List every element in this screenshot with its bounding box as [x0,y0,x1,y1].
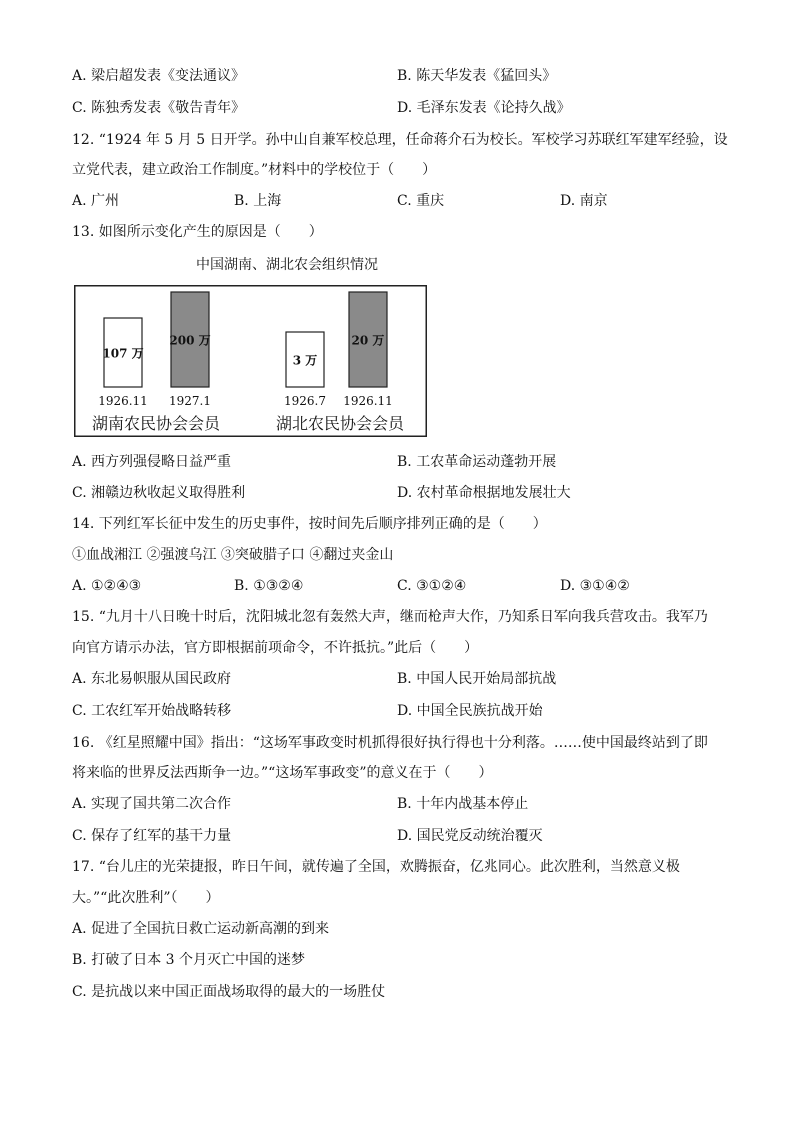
q14-option-a: A. ①②④③ [72,578,142,594]
q13-option-d: D. 农村革命根据地发展壮大 [397,485,571,501]
q16-option-b: B. 十年内战基本停止 [397,796,529,812]
q11-option-a: A. 梁启超发表《变法通议》 [72,68,246,84]
q12-option-b: B. 上海 [234,193,282,209]
chart-tick-label: 1926.11 [98,394,148,408]
chart-data-label: 107 万 [102,346,144,361]
q17-option-b: B. 打破了日本 3 个月灭亡中国的迷梦 [72,952,305,968]
q15-option-a: A. 东北易帜服从国民政府 [72,671,232,687]
q11-option-c: C. 陈独秀发表《敬告青年》 [72,100,246,116]
q15-option-b: B. 中国人民开始局部抗战 [397,671,557,687]
q14-option-c: C. ③①②④ [397,578,467,594]
q16-option-d: D. 国民党反动统治覆灭 [397,828,543,844]
q16-option-a: A. 实现了国共第二次合作 [72,796,232,812]
chart-tick-label: 1926.11 [343,394,393,408]
q17-stem-line1: 17. “台儿庄的光荣捷报，昨日午间，就传遍了全国，欢腾振奋，亿兆同心。此次胜利，当然意义极 [72,859,680,875]
q17-option-a: A. 促进了全国抗日救亡运动新高潮的到来 [72,921,330,937]
chart-group-label: 湖南农民协会会员 [91,414,221,433]
q15-option-d: D. 中国全民族抗战开始 [397,703,543,719]
chart-data-label: 3 万 [292,353,318,368]
q15-stem-line1: 15. “九月十八日晚十时后，沈阳城北忽有轰然大声，继而枪声大作，乃知系日军向我兵营攻击。我军乃 [72,609,708,625]
q12-option-c: C. 重庆 [397,193,445,209]
q16-option-c: C. 保存了红军的基干力量 [72,828,232,844]
chart-tick-label: 1927.1 [169,394,211,408]
q17-option-c: C. 是抗战以来中国正面战场取得的最大的一场胜仗 [72,984,386,1000]
chart-tick-label: 1926.7 [284,394,326,408]
chart-title: 中国湖南、湖北农会组织情况 [196,257,378,273]
q15-stem-line2: 向官方请示办法，官方即根据前项命令，不许抵抗。”此后（ ） [72,640,479,656]
q13-option-c: C. 湘赣边秋收起义取得胜利 [72,485,246,501]
q17-stem-line2: 大。”“此次胜利”（ ） [72,890,220,906]
q14-option-b: B. ①③②④ [234,578,304,594]
q13-option-a: A. 西方列强侵略日益严重 [72,454,232,470]
q12-option-d: D. 南京 [560,193,608,209]
q16-stem-line1: 16. 《红星照耀中国》指出：“这场军事政变时机抓得很好执行得也十分利落。……使中国最终站到了即 [72,735,708,751]
q14-option-d: D. ③①④② [560,578,630,594]
chart-group-label: 湖北农民协会会员 [275,414,405,433]
chart-data-label: 200 万 [169,333,211,348]
farmers-association-chart [74,285,427,437]
q14-events: ①血战湘江 ②强渡乌江 ③突破腊子口 ④翻过夹金山 [72,547,394,563]
q12-stem-line2: 立党代表，建立政治工作制度。”材料中的学校位于（ ） [72,162,437,178]
q12-option-a: A. 广州 [72,193,120,209]
q16-stem-line2: 将来临的世界反法西斯争一边。”“这场军事政变”的意义在于（ ） [72,765,493,781]
q11-option-d: D. 毛泽东发表《论持久战》 [397,100,571,116]
q11-option-b: B. 陈天华发表《猛回头》 [397,68,557,84]
q13-stem: 13. 如图所示变化产生的原因是（ ） [72,224,323,240]
chart-data-label: 20 万 [351,333,385,348]
q14-stem: 14. 下列红军长征中发生的历史事件，按时间先后顺序排列正确的是（ ） [72,516,547,532]
q13-option-b: B. 工农革命运动蓬勃开展 [397,454,557,470]
q15-option-c: C. 工农红军开始战略转移 [72,703,232,719]
q12-stem-line1: 12. “1924 年 5 月 5 日开学。孙中山自兼军校总理，任命蒋介石为校长。军校学习苏联红军建军经验，设 [72,132,728,148]
